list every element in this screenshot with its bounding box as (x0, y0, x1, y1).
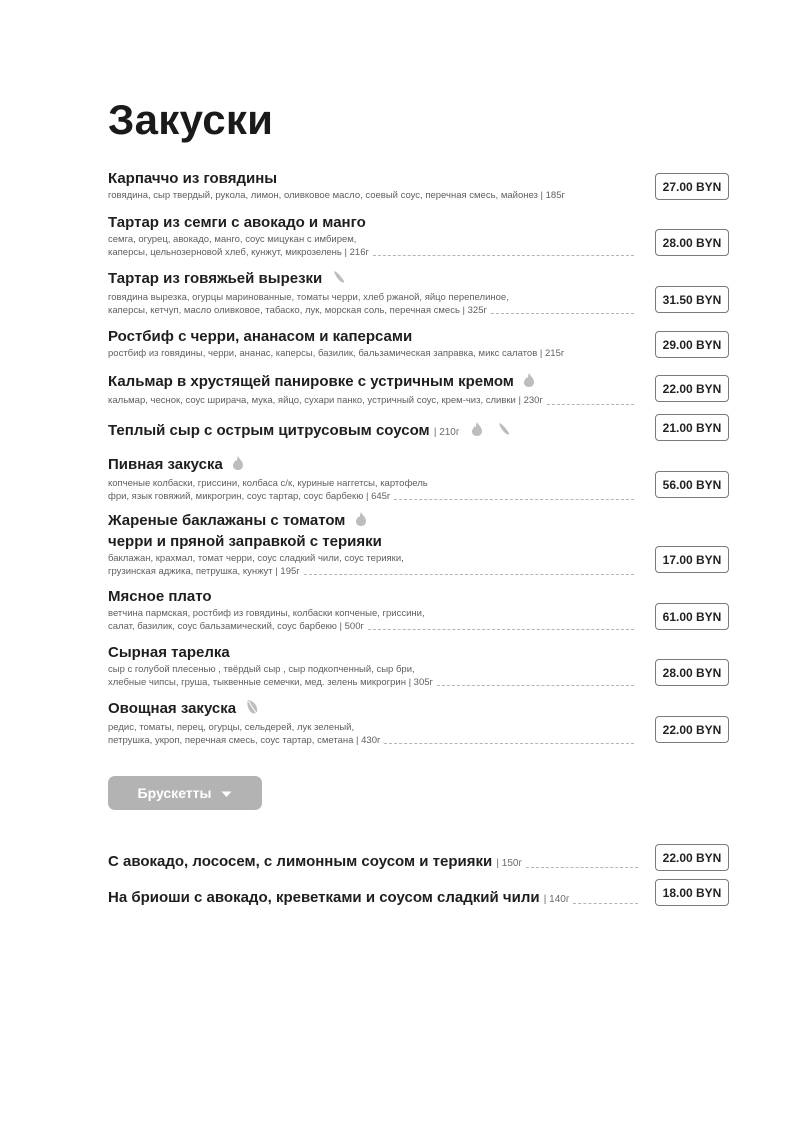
item-description-line: фри, язык говяжий, микрогрин, соус тартар, соус барбекю | 645г (108, 491, 644, 504)
item-weight: | 150г (496, 858, 523, 869)
chili-pepper-icon (496, 421, 512, 442)
menu-item (108, 269, 733, 317)
item-name: Ростбиф с черри, ананасом и каперсами (108, 328, 413, 345)
item-description-line: салат, базилик, соус бальзамический, соус барбекю | 500г (108, 621, 644, 634)
item-description-line: каперсы, кетчуп, масло оливковое, табаско, лук, морская соль, перечная смесь | 325г (108, 305, 644, 318)
leader-dots (368, 629, 634, 630)
page-title: Закуски (108, 96, 274, 143)
flame-icon (523, 372, 535, 393)
leader-dots (384, 743, 634, 744)
leader-dots (373, 255, 634, 256)
price-tag[interactable]: 22.00 BYN (655, 375, 729, 402)
price-tag[interactable]: 28.00 BYN (655, 229, 729, 256)
leader-dots (491, 313, 634, 314)
item-weight: | 140г (543, 894, 570, 905)
item-description: сыр с голубой плесенью , твёрдый сыр , сыр подкопченный, сыр бри, (108, 664, 415, 675)
item-name: Пивная закуска (108, 456, 223, 473)
menu-item (108, 852, 733, 873)
leaf-icon (245, 699, 259, 720)
item-description-line: грузинская аджика, петрушка, кунжут | 195г (108, 566, 644, 579)
item-description: семга, огурец, авокадо, манго, соус мицукан с имбирем, (108, 234, 357, 245)
price-tag[interactable]: 28.00 BYN (655, 659, 729, 686)
item-description: редис, томаты, перец, огурцы, сельдерей, лук зеленый, (108, 722, 355, 733)
item-name: Тартар из говяжьей вырезки (108, 270, 323, 287)
item-name: Теплый сыр с острым цитрусовым соусом (108, 422, 430, 439)
flame-icon (471, 421, 483, 442)
price-tag[interactable]: 17.00 BYN (655, 546, 729, 573)
menu-item (108, 699, 733, 747)
item-name: Сырная тарелка (108, 644, 230, 661)
menu-item (108, 888, 733, 909)
item-name: На бриоши с авокадо, креветками и соусом сладкий чили (108, 889, 540, 906)
menu-item (108, 455, 733, 503)
price-tag[interactable]: 29.00 BYN (655, 331, 729, 358)
menu-item (108, 587, 733, 633)
menu-item (108, 511, 733, 578)
flame-icon (355, 511, 367, 532)
price-tag[interactable]: 21.00 BYN (655, 414, 729, 441)
item-weight: | 210г (433, 427, 460, 438)
chevron-down-icon (221, 785, 232, 801)
item-description: ростбиф из говядины, черри, ананас, каперсы, базилик, бальзамическая заправка, микс салатов | 215г (108, 348, 565, 359)
item-description-line: кальмар, чеснок, соус шрирача, мука, яйцо, сухари панко, устричный соус, крем-чиз, сливки | 230г (108, 395, 644, 408)
menu-item (108, 421, 733, 442)
price-tag[interactable]: 22.00 BYN (655, 716, 729, 743)
item-name: Овощная закуска (108, 700, 237, 717)
chili-pepper-icon (331, 269, 347, 290)
item-name: С авокадо, лососем, с лимонным соусом и терияки (108, 853, 493, 870)
leader-dots (547, 404, 634, 405)
item-description: ветчина пармская, ростбиф из говядины, колбаски копченые, гриссини, (108, 608, 425, 619)
item-description: копченые колбаски, гриссини, колбаса с/к, куриные наггетсы, картофель (108, 478, 428, 489)
item-description-line: петрушка, укроп, перечная смесь, соус тартар, сметана | 430г (108, 735, 644, 748)
menu-item (108, 169, 733, 203)
item-name: Кальмар в хрустящей панировке с устричным кремом (108, 373, 514, 390)
menu-item (108, 327, 733, 361)
leader-dots (526, 867, 638, 868)
item-description: говядина вырезка, огурцы маринованные, томаты черри, хлеб ржаной, яйцо перепелиное, (108, 292, 509, 303)
leader-dots (394, 499, 634, 500)
price-tag[interactable]: 27.00 BYN (655, 173, 729, 200)
item-name: Жареные баклажаны с томатом (108, 512, 346, 529)
menu-item (108, 643, 733, 689)
leader-dots (304, 574, 634, 575)
item-description-line: каперсы, цельнозерновой хлеб, кунжут, микрозелень | 216г (108, 247, 644, 260)
leader-dots (573, 903, 638, 904)
dropdown-label: Брускетты (137, 785, 212, 801)
price-tag[interactable]: 56.00 BYN (655, 471, 729, 498)
menu-item (108, 372, 733, 408)
item-description: говядина, сыр твердый, рукола, лимон, оливковое масло, соевый соус, перечная смесь, майонез | 185г (108, 190, 565, 201)
price-tag[interactable]: 31.50 BYN (655, 286, 729, 313)
menu-item (108, 213, 733, 259)
leader-dots (437, 685, 634, 686)
item-name: Тартар из семги с авокадо и манго (108, 214, 366, 231)
price-tag[interactable]: 61.00 BYN (655, 603, 729, 630)
item-name-line2: черри и пряной заправкой с терияки (108, 533, 382, 550)
price-tag[interactable]: 18.00 BYN (655, 879, 729, 906)
item-name: Мясное плато (108, 588, 212, 605)
item-name: Карпаччо из говядины (108, 170, 278, 187)
item-description: баклажан, крахмал, томат черри, соус сладкий чили, соус терияки, (108, 553, 404, 564)
bruschetta-dropdown-button[interactable] (108, 776, 262, 810)
price-tag[interactable]: 22.00 BYN (655, 844, 729, 871)
flame-icon (232, 455, 244, 476)
item-description-line: хлебные чипсы, груша, тыквенные семечки, мед. зелень микрогрин | 305г (108, 677, 644, 690)
